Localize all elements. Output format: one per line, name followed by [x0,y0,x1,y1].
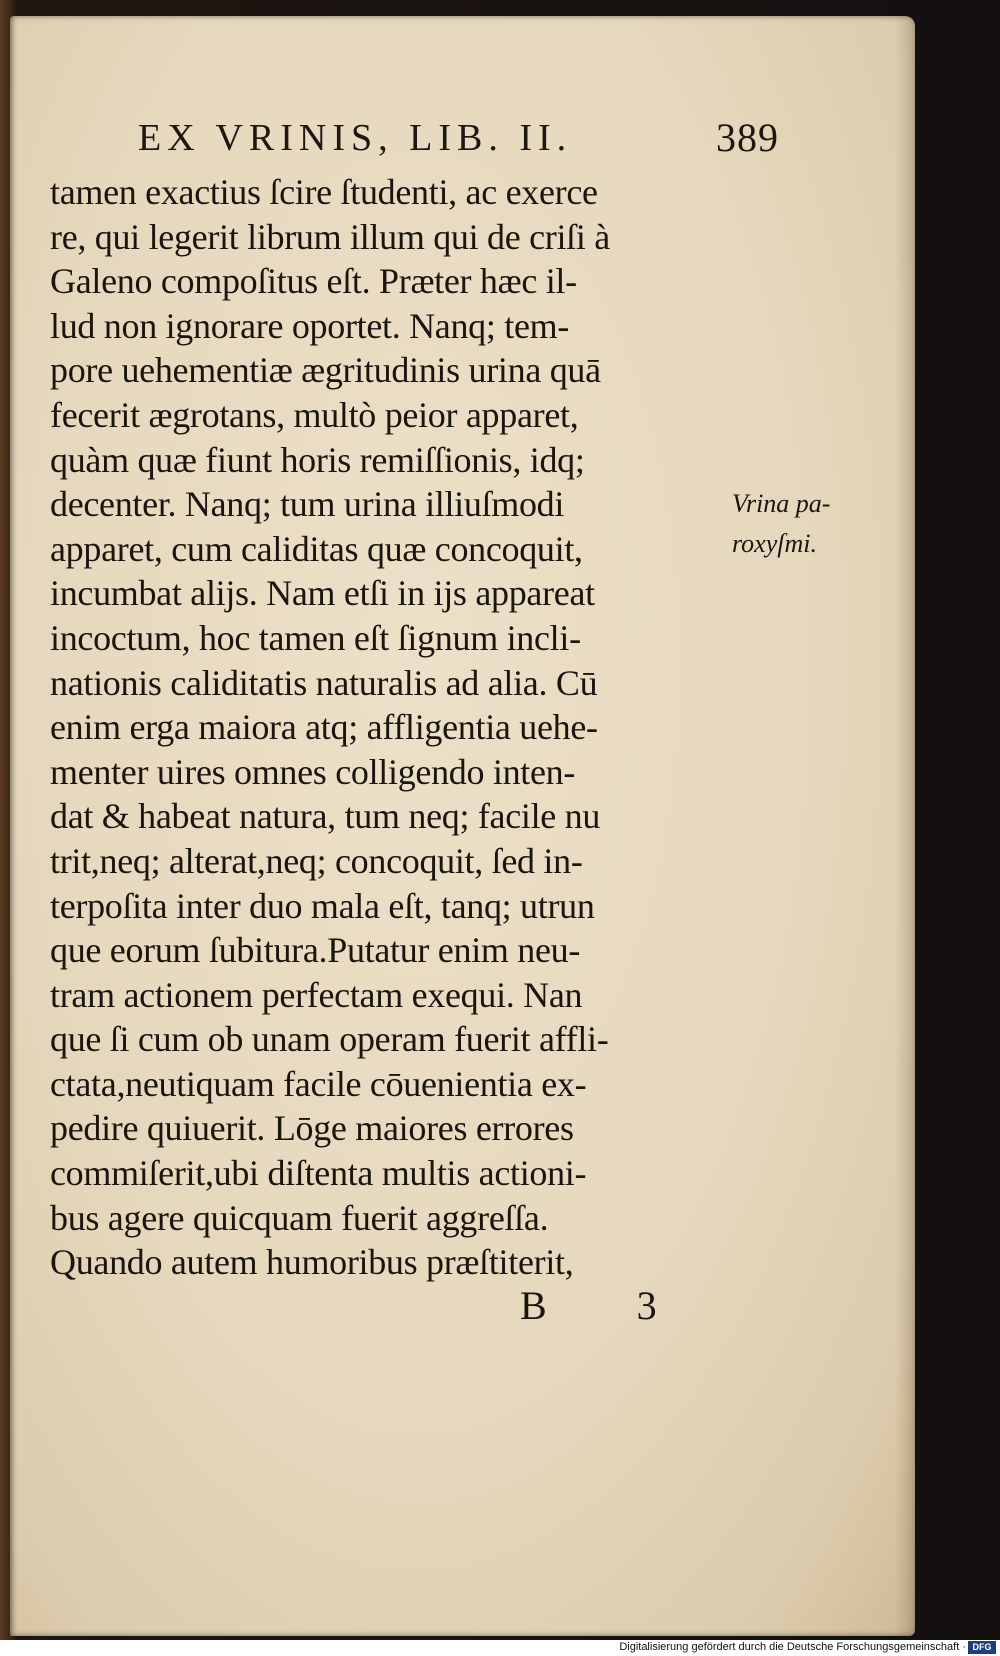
text-line: re, qui legerit librum illum qui de criſi à [50,216,610,257]
text-line: menter uires omnes colligendo inten- [50,751,576,792]
page-header [10,116,915,166]
text-line: pore uehementiæ ægritudinis urina quā [50,350,601,391]
text-line: Galeno compoſitus eſt. Præter hæc il- [50,261,577,302]
text-line: nationis caliditatis naturalis ad alia. Cū [50,662,598,703]
text-line: que eorum ſubitura.Putatur enim neu- [50,930,581,971]
text-line: decenter. Nanq; tum urina illiuſmodi [50,484,565,525]
text-line: ctata,neutiquam facile cōuenientia ex- [50,1063,587,1104]
text-line: incoctum, hoc tamen eſt ſignum incli- [50,617,581,658]
marginal-note [732,484,872,564]
marginal-note-line: Vrina pa- [732,489,831,518]
text-line: enim erga maiora atq; affligentia uehe- [50,707,598,748]
text-line: quàm quæ fiunt horis remiſſionis, idq; [50,439,585,480]
text-line: tamen exactius ſcire ſtudenti, ac exerce [50,172,598,212]
body-text [50,170,730,1285]
footer-bar [0,1640,1000,1656]
text-line: Quando autem humoribus præſtiterit, [50,1242,574,1283]
text-line: incumbat alijs. Nam etſi in ijs appareat [50,573,595,614]
funding-notice: Digitalisierung gefördert durch die Deutsche Forschungsgemeinschaft · [619,1641,966,1653]
text-line: dat & habeat natura, tum neq; facile nu [50,796,601,837]
text-line: tram actionem perfectam exequi. Nan [50,974,583,1015]
text-line: fecerit ægrotans, multò peior apparet, [50,394,579,435]
text-line: terpoſita inter duo mala eſt, tanq; utrun [50,885,595,926]
marginal-note-line: roxyſmi. [732,529,817,558]
text-line: trit,neq; alterat,neq; concoquit, ſed in- [50,840,583,881]
text-line: commiſerit,ubi diſtenta multis actioni- [50,1153,587,1194]
text-line: pedire quiuerit. Lōge maiores errores [50,1108,574,1149]
signature-mark: B 3 [520,1283,697,1328]
text-line: bus agere quicquam fuerit aggreſſa. [50,1197,549,1238]
book-page [10,16,915,1636]
running-head: EX VRINIS, LIB. II. [138,117,573,159]
text-line: apparet, cum caliditas quæ concoquit, [50,528,583,569]
dfg-logo: DFG [968,1641,996,1654]
page-number: 389 [716,115,779,160]
text-line: que ſi cum ob unam operam fuerit affli- [50,1019,609,1060]
text-line: lud non ignorare oportet. Nanq; tem- [50,305,570,346]
